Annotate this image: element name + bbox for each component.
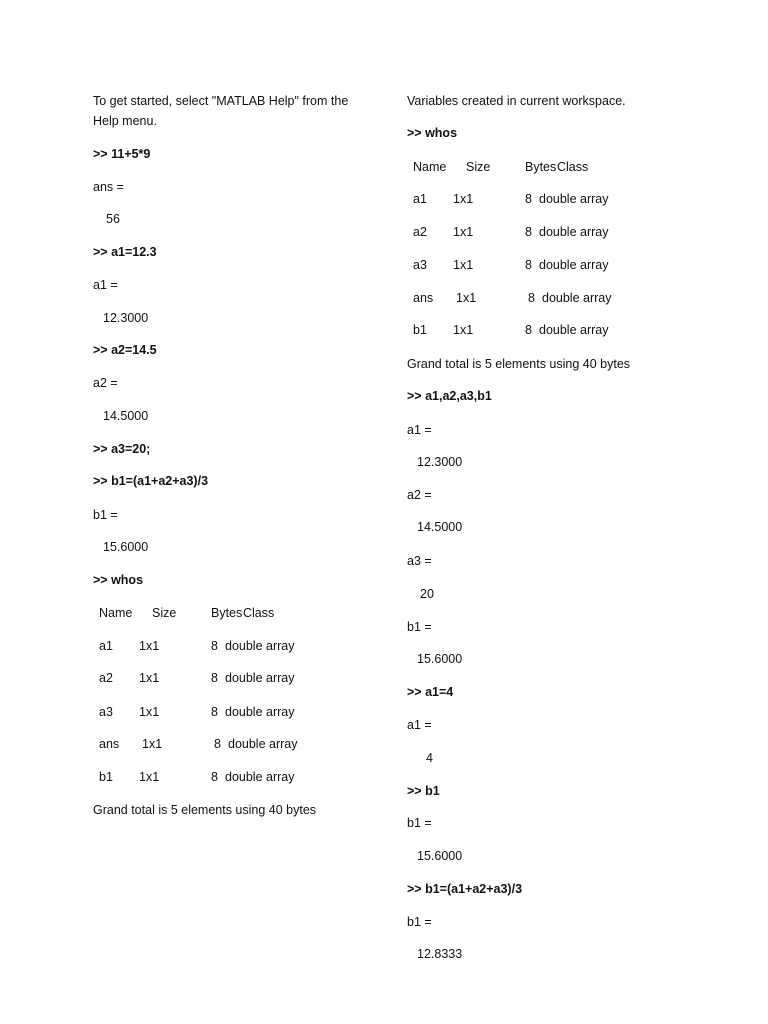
grand-total-text: Grand total is 5 elements using 40 bytes [93, 803, 317, 817]
cell-class: double array [539, 323, 609, 337]
cell-size: 1x1 [139, 639, 160, 653]
header-class: Class [557, 160, 589, 174]
intro-text: To get started, select "MATLAB Help" from the Help menu. [93, 94, 349, 128]
cell-bytes: 8 [525, 192, 532, 206]
cell-size: 1x1 [456, 291, 477, 305]
cell-class: double array [225, 671, 295, 685]
output-label: ans = [93, 180, 124, 194]
output-label: a2 = [93, 376, 118, 390]
output-value: 12.3000 [103, 311, 149, 325]
cell-bytes: 8 [211, 770, 218, 784]
cell-name: a2 [413, 225, 427, 239]
cell-class: double array [225, 639, 295, 653]
output-value: 20 [420, 587, 434, 601]
output-value: 14.5000 [417, 520, 463, 534]
output-label: b1 = [407, 816, 432, 830]
cell-class: double array [225, 705, 295, 719]
cell-bytes: 8 [525, 258, 532, 272]
header-size: Size [466, 160, 491, 174]
cell-bytes: 8 [525, 323, 532, 337]
cell-bytes: 8 [211, 639, 218, 653]
cell-name: b1 [413, 323, 427, 337]
intro-text: Variables created in current workspace. [407, 94, 626, 108]
cell-bytes: 8 [525, 225, 532, 239]
command-line: >> b1=(a1+a2+a3)/3 [407, 882, 523, 896]
cell-class: double array [228, 737, 298, 751]
output-label: a3 = [407, 554, 432, 568]
cell-class: double array [225, 770, 295, 784]
output-label: b1 = [407, 620, 432, 634]
cell-bytes: 8 [211, 705, 218, 719]
header-name: Name [413, 160, 447, 174]
cell-size: 1x1 [453, 258, 474, 272]
cell-name: a3 [99, 705, 113, 719]
output-label: a1 = [407, 423, 432, 437]
cell-class: double array [539, 225, 609, 239]
cell-name: a3 [413, 258, 427, 272]
command-line: >> a2=14.5 [93, 343, 157, 357]
cell-size: 1x1 [142, 737, 163, 751]
cell-name: a1 [99, 639, 113, 653]
cell-size: 1x1 [453, 192, 474, 206]
cell-size: 1x1 [453, 323, 474, 337]
cell-size: 1x1 [139, 705, 160, 719]
output-value: 15.6000 [103, 540, 149, 554]
output-label: a1 = [93, 278, 118, 292]
cell-class: double array [542, 291, 612, 305]
grand-total-text: Grand total is 5 elements using 40 bytes [407, 357, 631, 371]
header-class: Class [243, 606, 275, 620]
output-value: 12.3000 [417, 455, 463, 469]
output-value: 56 [106, 212, 120, 226]
header-name: Name [99, 606, 133, 620]
command-line: >> a3=20; [93, 442, 151, 456]
command-line: >> whos [93, 573, 144, 587]
cell-class: double array [539, 258, 609, 272]
output-label: a1 = [407, 718, 432, 732]
output-value: 15.6000 [417, 652, 463, 666]
header-bytes: Bytes [211, 606, 243, 620]
command-line: >> a1=12.3 [93, 245, 157, 259]
output-label: b1 = [407, 915, 432, 929]
output-value: 12.8333 [417, 947, 463, 961]
header-bytes: Bytes [525, 160, 557, 174]
cell-class: double array [539, 192, 609, 206]
command-line: >> a1=4 [407, 685, 454, 699]
output-label: b1 = [93, 508, 118, 522]
cell-size: 1x1 [453, 225, 474, 239]
command-line: >> whos [407, 126, 458, 140]
command-line: >> 11+5*9 [93, 147, 151, 161]
cell-size: 1x1 [139, 770, 160, 784]
command-line: >> b1 [407, 784, 440, 798]
output-label: a2 = [407, 488, 432, 502]
cell-name: a1 [413, 192, 427, 206]
cell-bytes: 8 [214, 737, 221, 751]
cell-bytes: 8 [528, 291, 535, 305]
command-line: >> b1=(a1+a2+a3)/3 [93, 474, 209, 488]
output-value: 4 [426, 751, 433, 765]
cell-name: a2 [99, 671, 113, 685]
cell-bytes: 8 [211, 671, 218, 685]
cell-name: b1 [99, 770, 113, 784]
header-size: Size [152, 606, 177, 620]
command-line: >> a1,a2,a3,b1 [407, 389, 492, 403]
cell-name: ans [99, 737, 120, 751]
output-value: 14.5000 [103, 409, 149, 423]
cell-size: 1x1 [139, 671, 160, 685]
output-value: 15.6000 [417, 849, 463, 863]
cell-name: ans [413, 291, 434, 305]
